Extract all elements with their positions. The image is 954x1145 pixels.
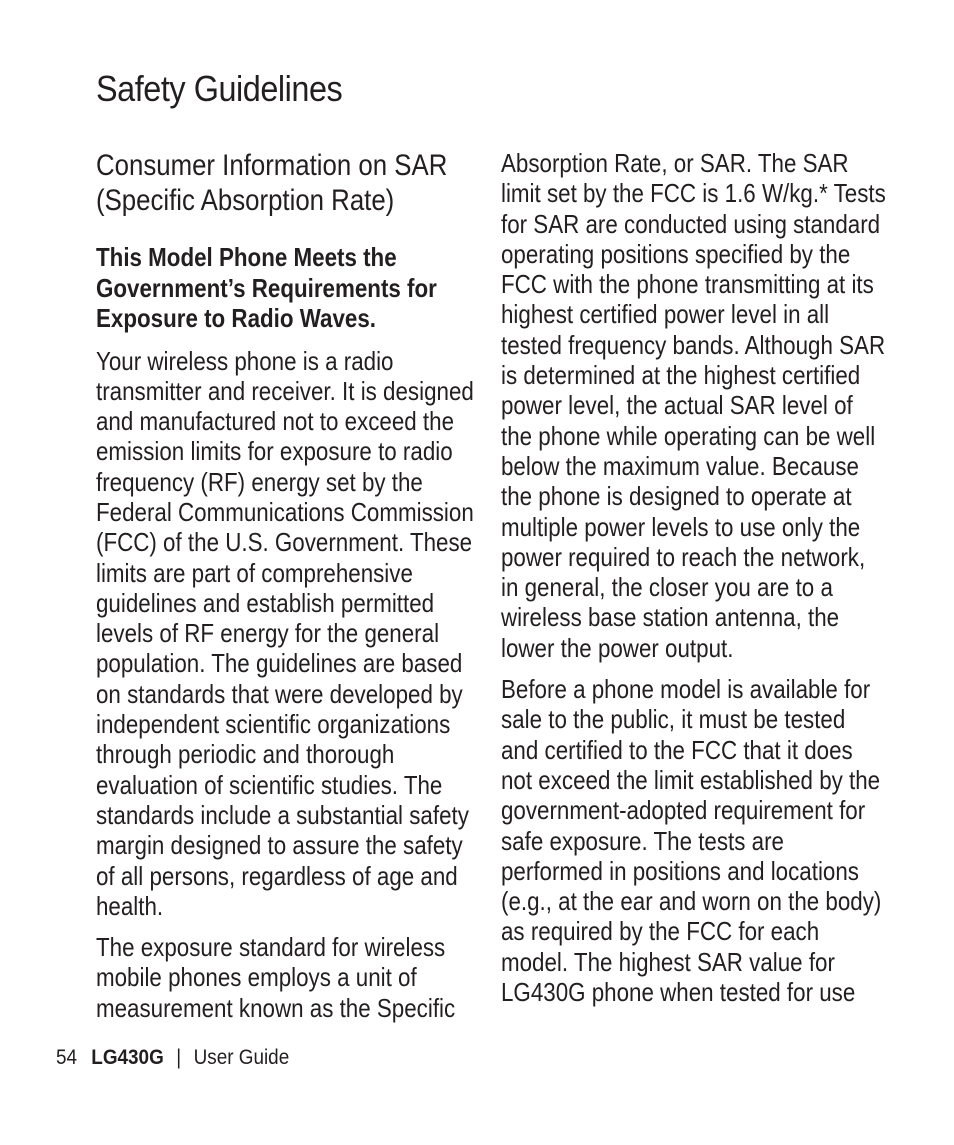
paragraph: Your wireless phone is a radio transmitter and receiver. It is designed and manufactured not to exceed the emission limits for exposure to radio frequency (RF) energy set by the Federal Communications Commission (FCC) of the U.S. Government. These limits are part of comprehensive guidelines and establish permitted levels of RF energy for the general population. The guidelines are based on standards that were developed by independent scientific organizations through periodic and thorough evaluation of scientific studies. The standards include a substantial safety margin designed to assure the safety of all persons, regardless of age and health. xyxy=(96,345,474,921)
section-heading: Consumer Information on SAR (Specific Absorption Rate) xyxy=(96,149,448,217)
left-column xyxy=(96,148,496,1034)
page-number: 54 xyxy=(56,1046,78,1069)
guide-name: User Guide xyxy=(193,1046,290,1069)
paragraph: Absorption Rate, or SAR. The SAR limit set by the FCC is 1.6 W/kg.* Tests for SAR are conducted using standard operating positions specified by the FCC with the phone transmitting at its highest certified power level in all tested frequency bands. Although SAR is determined at the highest certified power level, the actual SAR level of the phone while operating can be well below the maximum value. Because the phone is designed to operate at multiple power levels to use only the power required to reach the network, in general, the closer you are to a wireless base station antenna, the lower the power output. xyxy=(501,148,886,663)
paragraph: Before a phone model is available for sale to the public, it must be tested and certified to the FCC that it does not exceed the limit established by the government-adopted requirement for safe exposure. The tests are performed in positions and locations (e.g., at the ear and worn on the body) as required by the FCC for each model. The highest SAR value for LG430G phone when tested for use xyxy=(501,674,882,1008)
page-title: Safety Guidelines xyxy=(96,68,343,109)
page-footer xyxy=(56,1046,289,1070)
sub-heading: This Model Phone Meets the Government’s Requirements for Exposure to Radio Waves. xyxy=(96,242,437,333)
right-column xyxy=(501,148,901,1018)
footer-separator: | xyxy=(176,1046,182,1069)
paragraph: The exposure standard for wireless mobile phones employs a unit of measurement known as the Specific xyxy=(96,932,456,1023)
model-name: LG430G xyxy=(91,1046,164,1069)
